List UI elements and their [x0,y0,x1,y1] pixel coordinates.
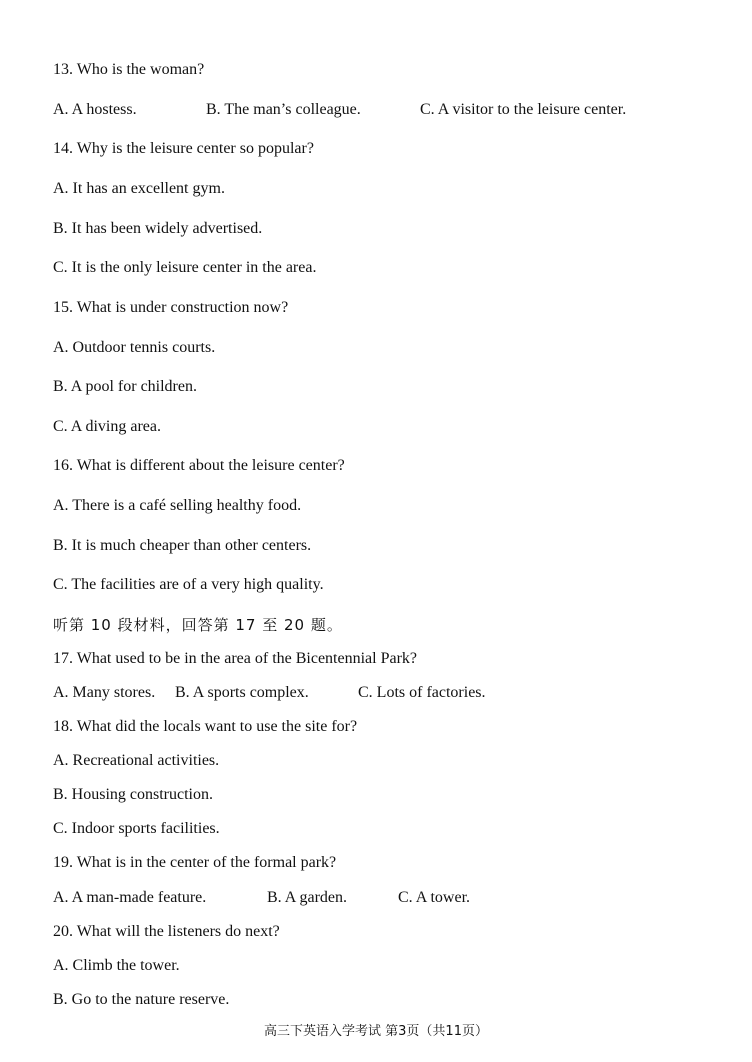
question-16-option-b: B. It is much cheaper than other centers. [53,537,312,554]
question-18: 18. What did the locals want to use the site for? [53,718,358,735]
question-20-option-a: A. Climb the tower. [53,957,180,974]
question-15-option-a: A. Outdoor tennis courts. [53,339,216,356]
question-20: 20. What will the listeners do next? [53,923,280,940]
option-c: C. Lots of factories. [358,684,486,701]
page-footer: 高三下英语入学考试 第3页（共11页） [264,1024,488,1039]
question-20-option-b: B. Go to the nature reserve. [53,991,230,1008]
question-14-option-a: A. It has an excellent gym. [53,180,225,197]
question-16-option-c: C. The facilities are of a very high quality. [53,576,324,593]
question-15-option-c: C. A diving area. [53,418,161,435]
question-17: 17. What used to be in the area of the Bicentennial Park? [53,650,418,667]
option-c: C. A visitor to the leisure center. [420,101,627,118]
option-b: B. A garden. [267,889,347,906]
question-18-option-b: B. Housing construction. [53,786,213,803]
section-instruction: 听第 10 段材料，回答第 17 至 20 题。 [53,616,343,634]
option-b: B. A sports complex. [175,684,309,701]
question-15: 15. What is under construction now? [53,299,289,316]
question-13: 13. Who is the woman? [53,61,205,78]
question-14-option-b: B. It has been widely advertised. [53,220,263,237]
question-15-option-b: B. A pool for children. [53,378,197,395]
question-16-option-a: A. There is a café selling healthy food. [53,497,302,514]
question-14-option-c: C. It is the only leisure center in the area. [53,259,317,276]
question-18-option-a: A. Recreational activities. [53,752,220,769]
option-a: A. A hostess. [53,101,137,118]
question-16: 16. What is different about the leisure center? [53,457,345,474]
question-14: 14. Why is the leisure center so popular? [53,140,314,157]
question-18-option-c: C. Indoor sports facilities. [53,820,220,837]
option-a: A. Many stores. [53,684,156,701]
option-c: C. A tower. [398,889,471,906]
question-19: 19. What is in the center of the formal park? [53,854,337,871]
option-b: B. The man’s colleague. [206,101,361,118]
option-a: A. A man-made feature. [53,889,207,906]
